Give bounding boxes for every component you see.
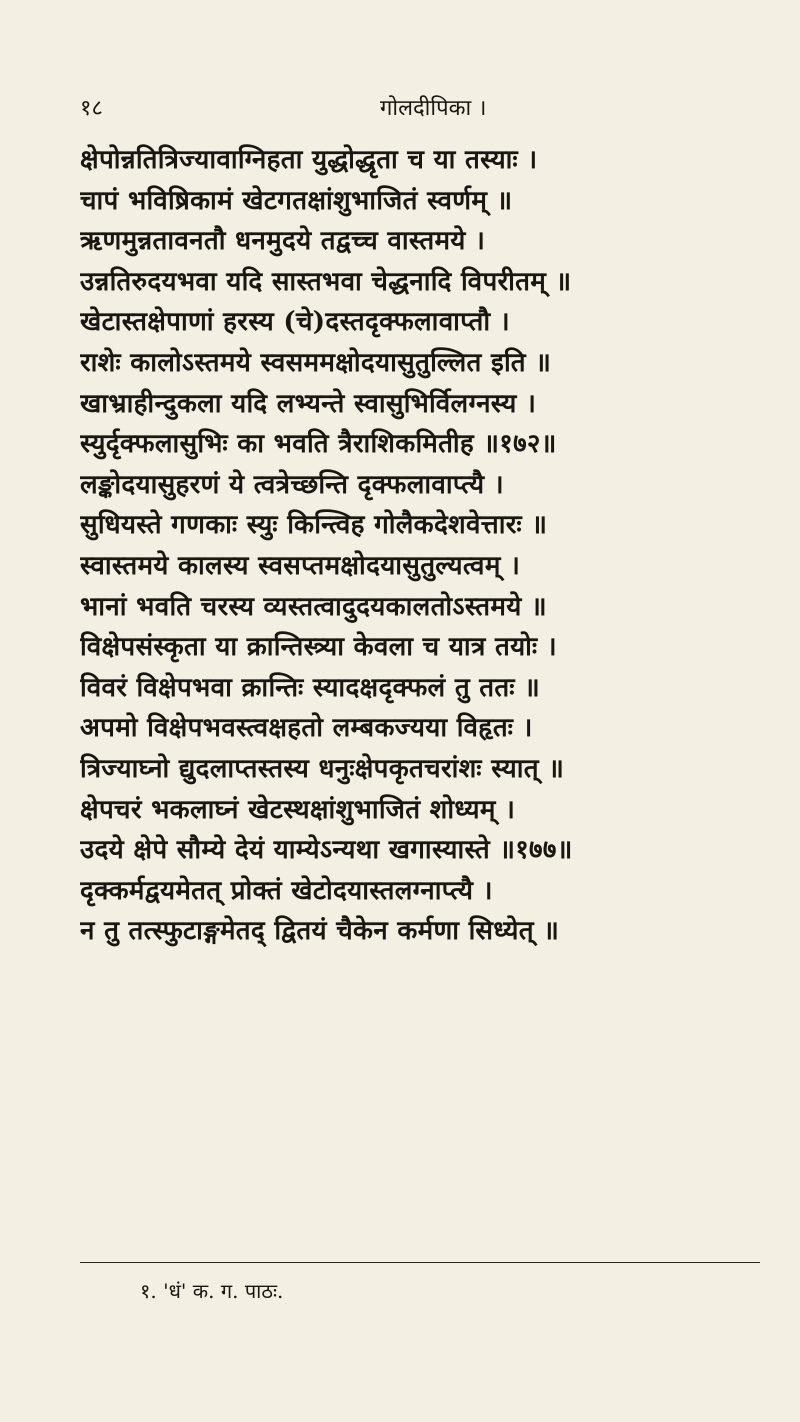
verse-line: न तु तत्स्फुटाङ्गमेतद् द्वितयं चैकेन कर्मणा सिध्येत् ॥ — [80, 916, 560, 947]
verse-line: विक्षेपसंस्कृता या क्रान्तिस्त्र्या केवला च यात्र तयोः । — [80, 632, 557, 663]
verse-line: त्रिज्याघ्नो द्युदलाप्तस्तस्य धनुःक्षेपकृतचरांशः स्यात् ॥ — [80, 753, 565, 784]
footnote: १. 'धं' क. ग. पाठः. — [140, 1279, 284, 1303]
page-header — [80, 92, 760, 126]
verse-line: ऋणमुन्नतावनतौ धनमुदये तद्वच्च वास्तमये । — [80, 226, 486, 257]
verse-text-block — [80, 140, 760, 952]
verse-line: लङ्कोदयासुहरणं ये त्वत्रेच्छन्ति दृक्फलावाप्त्यै । — [80, 469, 504, 500]
verse-line: विवरं विक्षेपभवा क्रान्तिः स्यादक्षदृक्फलं तु ततः ॥ — [80, 672, 541, 703]
verse-line: खाभ्राहीन्दुकला यदि लभ्यन्ते स्वासुभिर्विलग्नस्य । — [80, 388, 537, 419]
verse-line: चापं भविष्रिकामं खेटगतक्षांशुभाजितं स्वर्णम् ॥ — [80, 185, 513, 216]
verse-line: अपमो विक्षेपभवस्त्वक्षहतो लम्बकज्यया विहृतः । — [80, 713, 533, 744]
footnote-divider — [80, 1262, 760, 1263]
verse-line: सुधियस्ते गणकाः स्युः किन्त्विह गोलैकदेशवेत्तारः ॥ — [80, 510, 548, 541]
verse-line: दृक्कर्मद्वयमेतत् प्रोक्तं खेटोदयास्तलग्नाप्त्यै । — [80, 875, 493, 906]
verse-line: क्षेपचरं भकलाघ्नं खेटस्थक्षांशुभाजितं शोध्यम् । — [80, 794, 516, 825]
verse-line: स्युर्दृक्फलासुभिः का भवति त्रैराशिकमितीह ॥१७२॥ — [80, 429, 557, 460]
verse-line: उन्नतिरुदयभवा यदि सास्तभवा चेद्धनादि विपरीतम् ॥ — [80, 266, 572, 297]
verse-line: उदये क्षेपे सौम्ये देयं याम्येऽन्यथा खगास्यास्ते ॥१७७॥ — [80, 835, 573, 866]
verse-line: भानां भवति चरस्य व्यस्तत्वादुदयकालतोऽस्तमये ॥ — [80, 591, 547, 622]
verse-line: खेटास्तक्षेपाणां हरस्य (चे)दस्तदृक्फलावाप्तौ । — [80, 307, 510, 338]
verse-line: स्वास्तमये कालस्य स्वसप्तमक्षोदयासुतुल्यत्वम् । — [80, 550, 521, 581]
verse-line: क्षेपोन्नतित्रिज्यावाग्निहता युद्धोद्धृता च या तस्याः । — [80, 145, 538, 175]
page-number: १८ — [80, 96, 103, 121]
running-title: गोलदीपिका । — [380, 96, 487, 121]
verse-line: राशेः कालोऽस्तमये स्वसममक्षोदयासुतुल्लित इति ॥ — [80, 347, 552, 378]
